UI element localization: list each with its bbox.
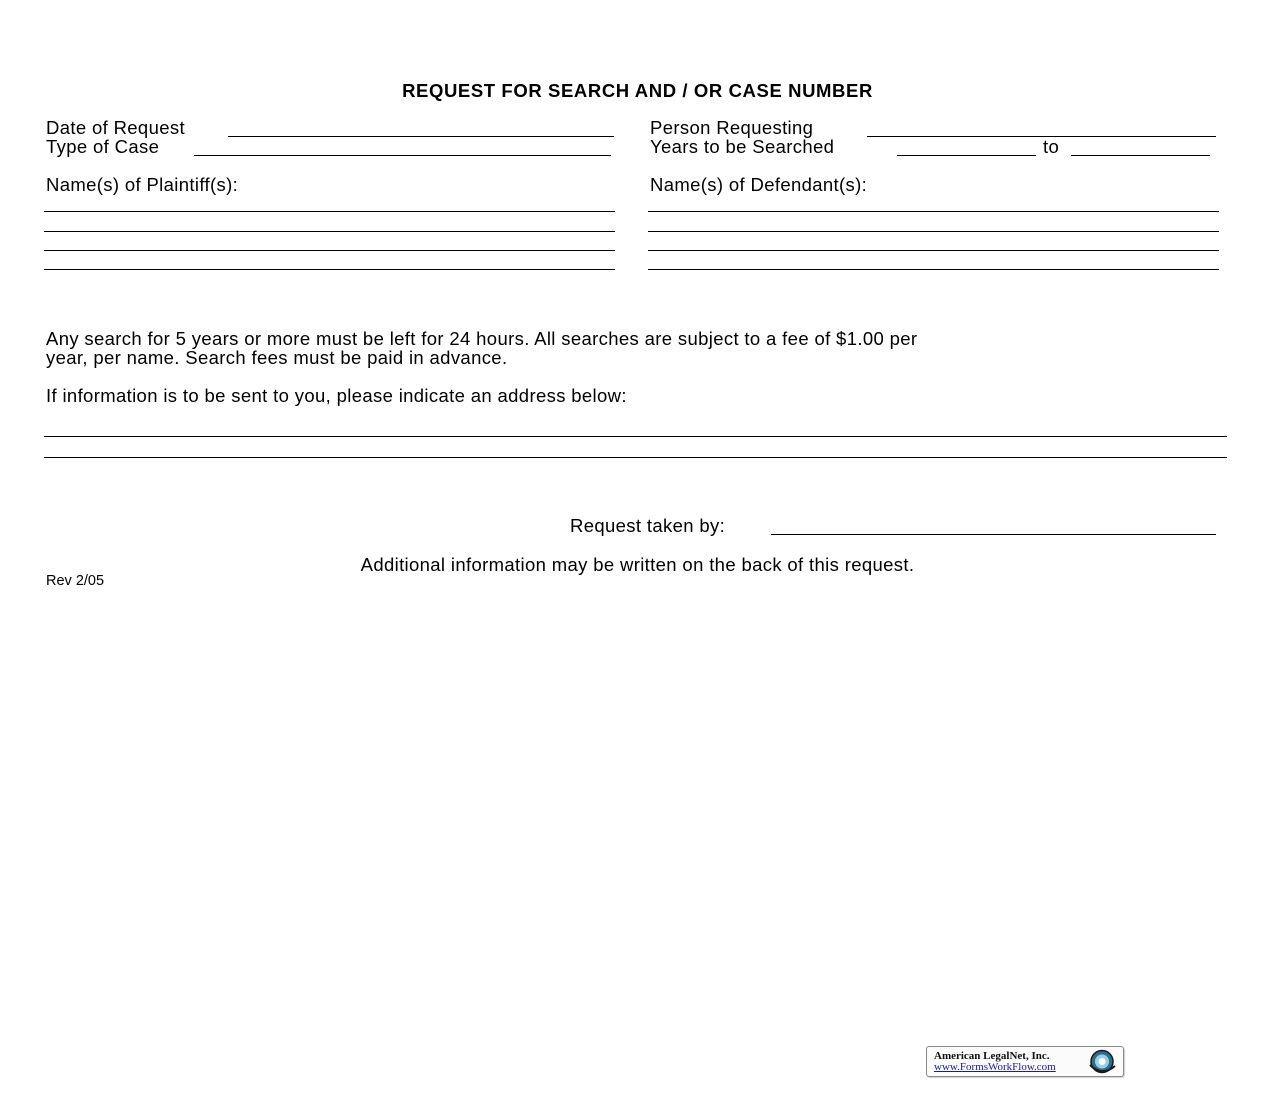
type-of-case-field[interactable]	[194, 155, 611, 156]
form-title: REQUEST FOR SEARCH AND / OR CASE NUMBER	[402, 80, 873, 101]
request-taken-by-field[interactable]	[771, 534, 1216, 535]
years-to-field[interactable]	[1071, 155, 1210, 156]
type-of-case-label: Type of Case	[46, 136, 160, 157]
additional-info-note: Additional information may be written on the back of this request.	[360, 554, 915, 575]
fee-notice-line-2: year, per name. Search fees must be paid in advance.	[46, 347, 508, 368]
revision-label: Rev 2/05	[46, 573, 105, 589]
years-from-field[interactable]	[897, 155, 1036, 156]
years-to-label: to	[1043, 136, 1060, 157]
address-instruction: If information is to be sent to you, please indicate an address below:	[46, 385, 627, 406]
date-of-request-label: Date of Request	[46, 117, 185, 138]
plaintiff-name-line[interactable]	[44, 211, 615, 212]
defendant-name-line[interactable]	[648, 250, 1219, 251]
person-requesting-label: Person Requesting	[650, 117, 814, 138]
person-requesting-field[interactable]	[867, 136, 1216, 137]
defendant-name-line[interactable]	[648, 211, 1219, 212]
plaintiff-name-line[interactable]	[44, 250, 615, 251]
address-line[interactable]	[44, 457, 1227, 458]
defendants-label: Name(s) of Defendant(s):	[650, 174, 868, 195]
plaintiffs-label: Name(s) of Plaintiff(s):	[46, 174, 239, 195]
logo-company-name: American LegalNet, Inc.	[934, 1050, 1050, 1062]
logo-url-link[interactable]: www.FormsWorkFlow.com	[934, 1061, 1056, 1073]
date-of-request-field[interactable]	[228, 136, 614, 137]
globe-icon	[1084, 1048, 1120, 1075]
american-legalnet-logo[interactable]	[926, 1046, 1124, 1077]
plaintiff-name-line[interactable]	[44, 269, 615, 270]
years-to-be-searched-label: Years to be Searched	[650, 136, 835, 157]
fee-notice-line-1: Any search for 5 years or more must be left for 24 hours. All searches are subject to a fee of $1.00 per	[46, 328, 918, 349]
request-taken-by-label: Request taken by:	[570, 515, 726, 536]
defendant-name-line[interactable]	[648, 231, 1219, 232]
address-line[interactable]	[44, 436, 1227, 437]
plaintiff-name-line[interactable]	[44, 231, 615, 232]
defendant-name-line[interactable]	[648, 269, 1219, 270]
